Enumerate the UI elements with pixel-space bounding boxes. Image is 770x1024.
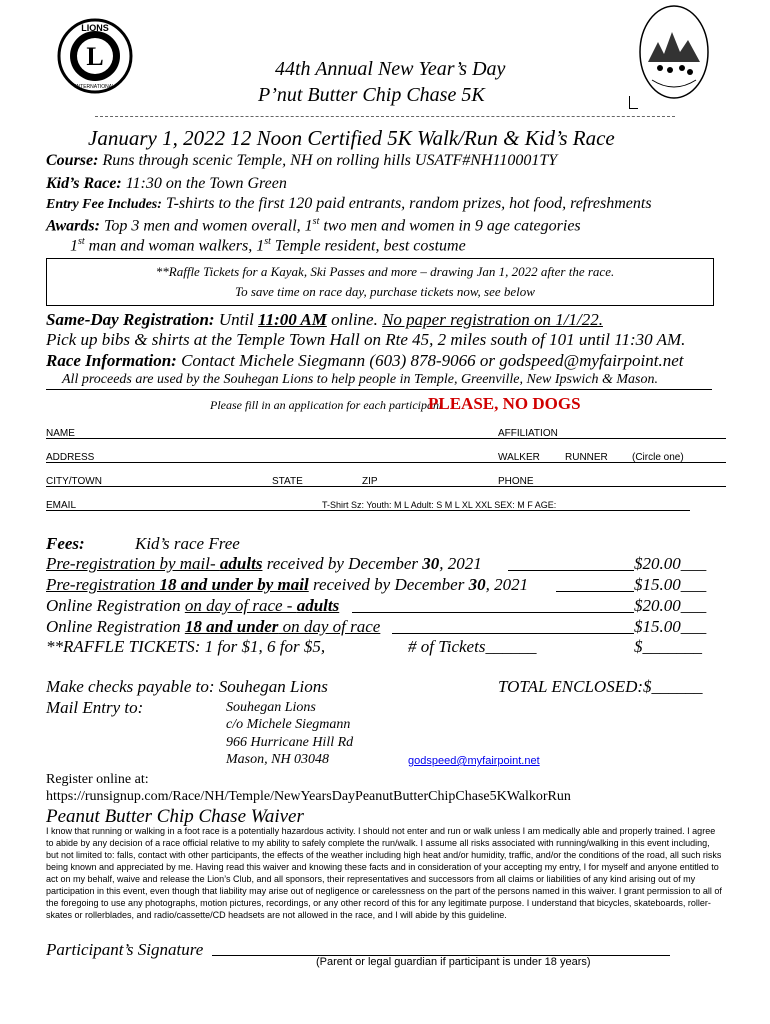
guardian-note: (Parent or legal guardian if participant is under 18 years) bbox=[316, 956, 591, 968]
kids-race-line bbox=[46, 175, 287, 193]
lions-logo-text: LIONS bbox=[81, 23, 109, 33]
raffle-box-line-1: **Raffle Tickets for a Kayak, Ski Passes and more – drawing Jan 1, 2022 after the race. bbox=[155, 264, 615, 279]
raffle-price[interactable]: $_______ bbox=[634, 637, 702, 656]
fee-row-3-leader bbox=[352, 612, 634, 613]
city-label: CITY/TOWN bbox=[46, 476, 102, 487]
awards-sup-3: st bbox=[264, 236, 271, 247]
fee-row-3 bbox=[46, 596, 339, 616]
fees-label: Fees: bbox=[46, 534, 85, 553]
email-field[interactable] bbox=[46, 510, 690, 511]
race-info-text: Contact Michele Siegmann (603) 878-9066 or godspeed@myfairpoint.net bbox=[181, 351, 684, 370]
state-label: STATE bbox=[272, 476, 303, 487]
awards-text-1c: two men and women in 9 age categories bbox=[319, 217, 581, 235]
same-day-mid: online. bbox=[326, 310, 383, 329]
email-label: EMAIL bbox=[46, 500, 77, 511]
affiliation-label: AFFILIATION bbox=[498, 428, 558, 439]
fee-row-1-e: , 2021 bbox=[439, 554, 482, 573]
address-label: ADDRESS bbox=[46, 452, 95, 463]
circle-one-note: (Circle one) bbox=[632, 452, 684, 463]
address-line-4: Mason, NH 03048 bbox=[226, 752, 330, 767]
fee-row-2-e: , 2021 bbox=[485, 575, 529, 594]
race-logo bbox=[638, 2, 710, 110]
same-day-line bbox=[46, 310, 603, 330]
waiver-title: Peanut Butter Chip Chase Waiver bbox=[46, 806, 304, 827]
email-link[interactable]: godspeed@myfairpoint.net bbox=[408, 755, 540, 767]
awards-text-2c: man and woman walkers, 1 bbox=[84, 237, 265, 255]
fee-row-1-leader bbox=[508, 570, 634, 571]
tshirt-options[interactable]: T-Shirt Sz: Youth: M L Adult: S M L XL XXL SEX: M F AGE: bbox=[322, 500, 557, 510]
entry-fee-line bbox=[46, 195, 652, 213]
lions-logo bbox=[57, 18, 133, 94]
lions-logo-letter: L bbox=[86, 42, 104, 71]
fee-row-2-price: $15.00___ bbox=[634, 575, 707, 594]
fee-row-2-leader bbox=[556, 591, 634, 592]
address-field[interactable] bbox=[46, 462, 726, 463]
awards-line-1 bbox=[46, 216, 581, 235]
fee-row-3-price: $20.00___ bbox=[634, 596, 707, 615]
city-field[interactable] bbox=[46, 486, 726, 487]
fee-row-2-c: received by December bbox=[308, 575, 469, 594]
same-day-no-paper: No paper registration on 1/1/22. bbox=[382, 310, 603, 329]
pickup-line: Pick up bibs & shirts at the Temple Town Hall on Rte 45, 2 miles south of 101 until 11:30 AM. bbox=[46, 330, 686, 349]
title-line-1: 44th Annual New Year’s Day bbox=[275, 58, 506, 80]
fee-row-2-d: 30 bbox=[468, 575, 486, 594]
raffle-tickets-line: **RAFFLE TICKETS: 1 for $1, 6 for $5, bbox=[46, 637, 326, 656]
runner-option[interactable]: RUNNER bbox=[565, 452, 608, 463]
walker-option[interactable]: WALKER bbox=[498, 452, 540, 463]
name-label: NAME bbox=[46, 428, 75, 439]
signature-label: Participant’s Signature bbox=[46, 940, 204, 959]
fee-row-4-price: $15.00___ bbox=[634, 617, 707, 636]
address-line-3: 966 Hurricane Hill Rd bbox=[226, 735, 354, 750]
fee-row-1-c: received by December bbox=[262, 554, 423, 573]
awards-sup-2: st bbox=[78, 236, 85, 247]
same-day-label: Same-Day Registration: bbox=[46, 310, 215, 329]
fee-row-1-b: adults bbox=[219, 554, 263, 573]
name-field[interactable] bbox=[46, 438, 726, 439]
same-day-pre: Until bbox=[214, 310, 259, 329]
waiver-text: I know that running or walking in a foot race is a potentially hazardous activity. I should not enter and run or walk unless I am medically able and properly trained. I agree to abide by any decision of a race official relative to my ability to safely complete the run/walk. I assume all risks associated with running/walking in this event including, but not limited to: falls, contact with other participants, the effects of the weather including high heat and/or humidity, traffic, and/or the conditions of the road, all such risks being known and appreciated by me. Having read this waiver and knowing these facts and in consideration of your accepting my entry, I for myself and anyone entitled to act on my behalf, waive and release the Lion’s Club, and all sponsors, their representatives and successors from all claims or liabilities of any kind arising out of my participation in this event, even though that liability may arise out of negligence or carelessness on the part of the persons named in this waiver. I grant permission to all of the foregoing to use any photographs, motion pictures, recordings, or any other record of this for any legitimate purpose. I understand that bicycles, skateboards, roller-skates or rollerblades, and radio/cassette/CD headsets are not allowed in the race, and I will abide by this guideline. bbox=[46, 826, 722, 920]
kids-free: Kid’s race Free bbox=[135, 534, 240, 553]
no-dogs: PLEASE, NO DOGS bbox=[428, 394, 581, 413]
proceeds-line: All proceeds are used by the Souhegan Lions to help people in Temple, Greenville, New Ipswich & Mason. bbox=[62, 372, 658, 387]
race-info-label: Race Information: bbox=[46, 351, 177, 370]
address-line-2: c/o Michele Siegmann bbox=[226, 717, 351, 732]
fee-row-1-a: Pre-registration by mail- bbox=[46, 554, 220, 573]
date-line: January 1, 2022 12 Noon Certified 5K Walk/Run & Kid’s Race bbox=[88, 126, 615, 150]
fee-row-1-d: 30 bbox=[422, 554, 440, 573]
address-line-1: Souhegan Lions bbox=[226, 700, 316, 715]
dashed-divider bbox=[95, 116, 675, 117]
awards-label: Awards: bbox=[46, 217, 100, 235]
course-label: Course: bbox=[46, 152, 99, 169]
zip-label: ZIP bbox=[362, 476, 378, 487]
awards-sup-1: st bbox=[312, 216, 320, 227]
course-line bbox=[46, 152, 557, 170]
awards-text-2e: Temple resident, best costume bbox=[270, 237, 466, 255]
race-info-line bbox=[46, 351, 683, 371]
fee-row-3-b: on day of race - bbox=[184, 596, 297, 615]
fee-row-2-a: Pre-registration bbox=[46, 575, 160, 594]
kids-race-text: 11:30 on the Town Green bbox=[125, 175, 287, 192]
entry-fee-text: T-shirts to the first 120 paid entrants, random prizes, hot food, refreshments bbox=[165, 195, 652, 212]
fee-row-4-a: Online Registration bbox=[46, 617, 185, 636]
phone-label: PHONE bbox=[498, 476, 534, 487]
fill-in-note: Please fill in an application for each participant bbox=[210, 398, 443, 412]
fee-row-1 bbox=[46, 554, 482, 574]
fee-row-2-b: 18 and under by mail bbox=[159, 575, 309, 594]
fee-row-3-a: Online Registration bbox=[46, 596, 185, 615]
fee-row-2 bbox=[46, 575, 528, 595]
payable-line: Make checks payable to: Souhegan Lions bbox=[46, 677, 328, 696]
raffle-box-line-2: To save time on race day, purchase tickets now, see below bbox=[235, 284, 535, 299]
awards-text-1a: Top 3 men and women overall, 1 bbox=[103, 217, 313, 235]
fee-row-4 bbox=[46, 617, 380, 637]
entry-fee-label: Entry Fee Includes: bbox=[46, 197, 162, 212]
lions-logo-bottom: INTERNATIONAL bbox=[75, 84, 115, 90]
proceeds-underline bbox=[46, 389, 712, 390]
register-online-label: Register online at: bbox=[46, 772, 149, 787]
mail-entry-label: Mail Entry to: bbox=[46, 698, 144, 717]
fee-row-4-c: on day of race bbox=[278, 617, 381, 636]
fee-row-4-b: 18 and under bbox=[184, 617, 279, 636]
total-enclosed[interactable]: TOTAL ENCLOSED:$______ bbox=[498, 677, 703, 696]
kids-race-label: Kid’s Race: bbox=[46, 175, 122, 192]
raffle-ticket-count[interactable]: # of Tickets______ bbox=[408, 637, 537, 656]
register-url[interactable]: https://runsignup.com/Race/NH/Temple/NewYearsDayPeanutButterChipChase5KWalkorRun bbox=[46, 789, 571, 804]
fee-row-1-price: $20.00___ bbox=[634, 554, 707, 573]
same-day-time: 11:00 AM bbox=[258, 310, 327, 329]
awards-line-2 bbox=[70, 236, 466, 255]
fee-row-4-leader bbox=[392, 633, 634, 634]
title-line-2: P’nut Butter Chip Chase 5K bbox=[258, 84, 485, 106]
course-text: Runs through scenic Temple, NH on rolling hills USATF#NH110001TY bbox=[102, 152, 558, 169]
awards-text-2a: 1 bbox=[70, 237, 78, 255]
fee-row-3-c: adults bbox=[296, 596, 340, 615]
logo-bracket bbox=[629, 96, 638, 109]
